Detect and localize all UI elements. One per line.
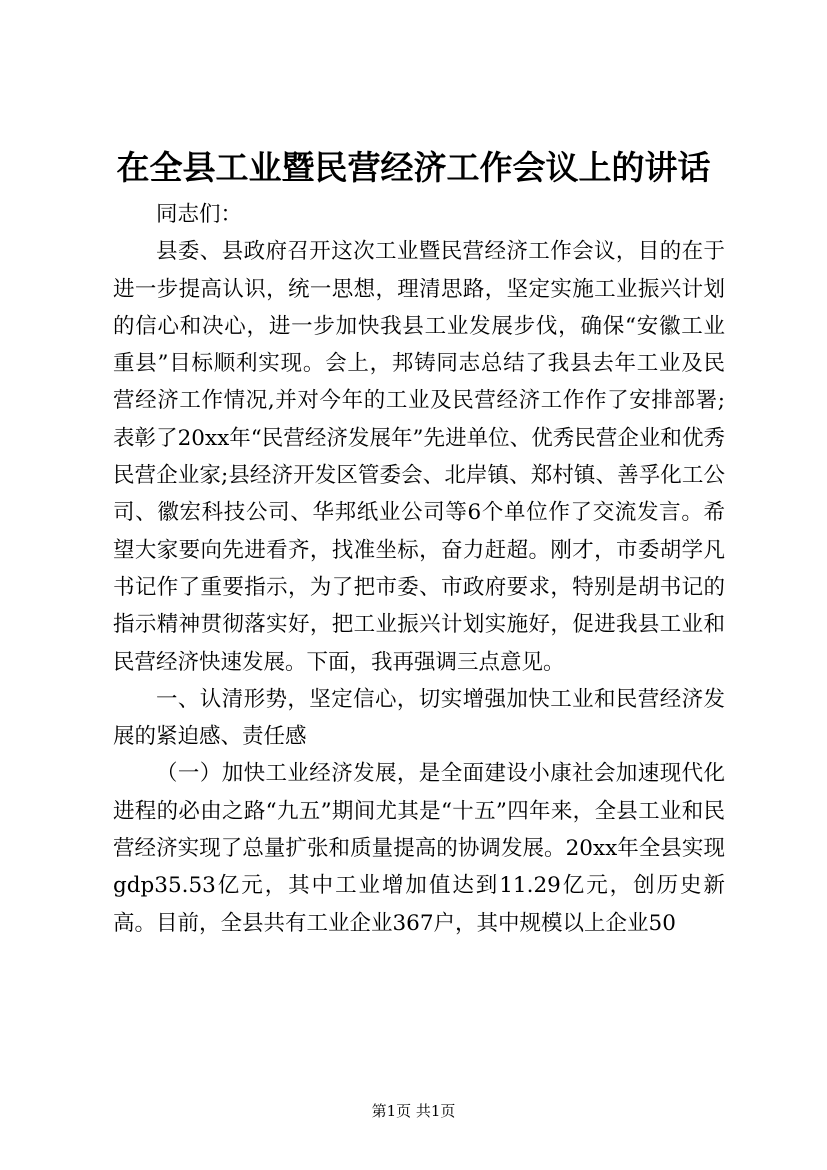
body-paragraph: 县委、县政府召开这次工业暨民营经济工作会议，目的在于进一步提高认识，统一思想，理清思路，坚定实施工业振兴计划的信心和决心，进一步加快我县工业发展步伐，确保“安徽工业重县”目标顺利实现。会上，邦铸同志总结了我县去年工业及民营经济工作情况,并对今年的工业及民营经济工作作了安排部署;表彰了20xx年“民营经济发展年”先进单位、优秀民营企业和优秀民营企业家;县经济开发区管委会、北岸镇、郑村镇、善孚化工公司、徽宏科技公司、华邦纸业公司等6个单位作了交流发言。希望大家要向先进看齐，找准坐标，奋力赶超。刚才，市委胡学凡书记作了重要指示，为了把市委、市政府要求，特别是胡书记的指示精神贯彻落实好，把工业振兴计划实施好，促进我县工业和民营经济快速发展。下面，我再强调三点意见。 [113,239,725,675]
salutation-paragraph: 同志们： [156,202,243,227]
body-paragraph: （一）加快工业经济发展，是全面建设小康社会加速现代化进程的必由之路“九五”期间尤其是“十五”四年来，全县工业和民营经济实现了总量扩张和质量提高的协调发展。20xx年全县实现gdp35.53亿元，其中工业增加值达到11.29亿元，创历史新高。目前，全县共有工业企业367户，其中规模以上企业50 [113,761,725,936]
page-footer: 第1页 共1页 [371,1102,456,1120]
document-title: 在全县工业暨民营经济工作会议上的讲话 [116,148,711,187]
document-body [113,196,725,942]
section-heading: 一、认清形势，坚定信心，切实增强加快工业和民营经济发展的紧迫感、责任感 [113,686,725,750]
